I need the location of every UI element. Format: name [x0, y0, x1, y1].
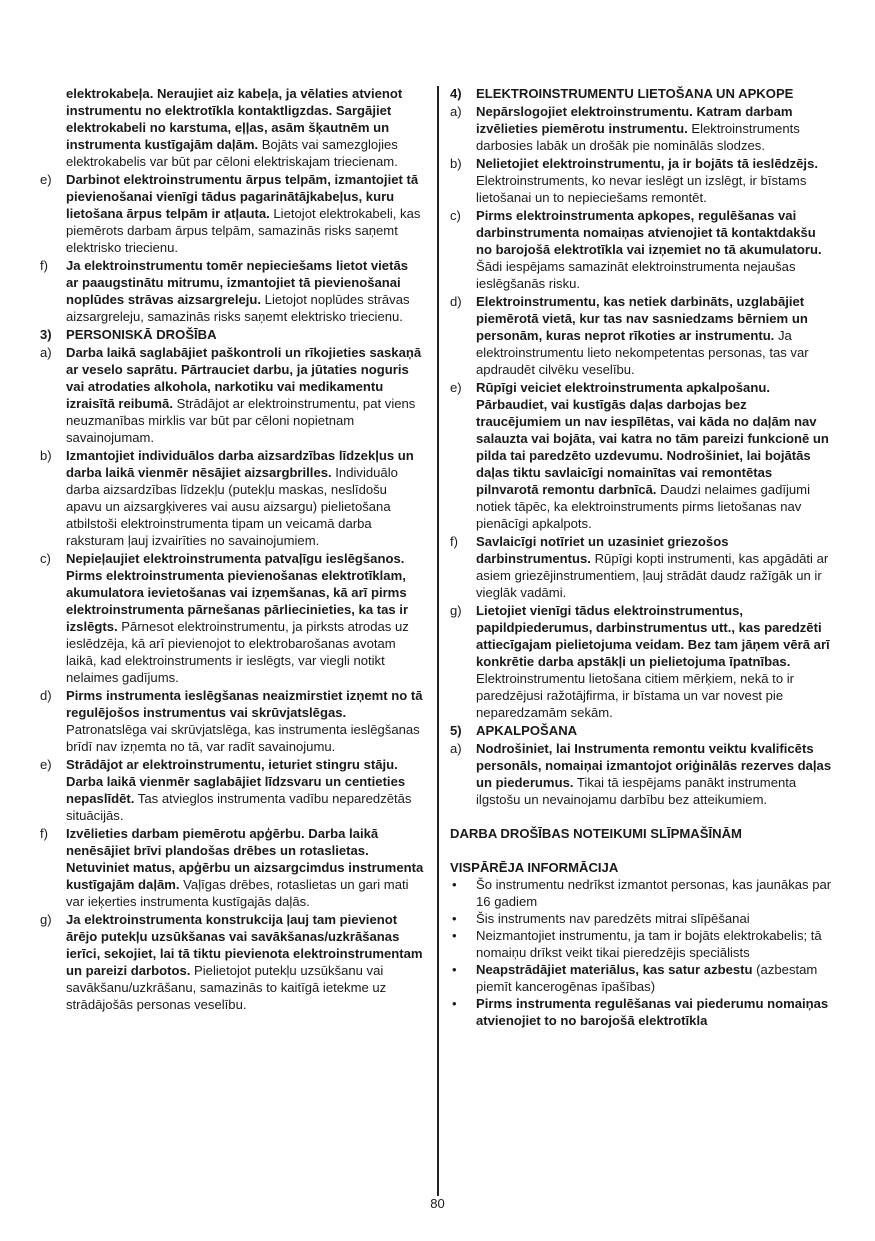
item-text: Elektroinstruments darbosies labāk un drošāk pie nominālās slodzes.: [476, 121, 800, 153]
section-heading-personal-safety: [40, 326, 424, 343]
bullet-item: [450, 876, 835, 910]
item-bold: Lietojiet vienīgi tādus elektroinstrumentus, papildpiederumus, darbinstrumentus utt., kas paredzēti attiecīgajam pielietojuma veidam. Bez tam jāņem vērā arī konkrētie darba apstākļi un pielietojuma īpatnības.: [476, 603, 830, 669]
list-item: [40, 687, 424, 755]
item-text: Strādājot ar elektroinstrumentu, pat viens neuzmanības mirklis var būt par cēloni nopietnam savainojumam.: [66, 396, 416, 445]
list-item: [450, 155, 835, 206]
item-text: Individuālo darba aizsardzības līdzekļu (putekļu maskas, neslīdošu apavu un aizsargķiveres vai ausu aizsargu) pielietošana atbilstoši elektroinstrumenta tipam un veicamā darba raksturam ļauj izvairīties no savainojumiem.: [66, 465, 398, 548]
list-item: [40, 257, 424, 325]
item-letter: c): [450, 208, 461, 223]
item-letter: d): [450, 294, 462, 309]
bullet-item: [450, 995, 835, 1029]
list-item: [40, 344, 424, 446]
left-column: [40, 85, 424, 1014]
list-item: [40, 171, 424, 256]
right-column: [450, 85, 835, 1029]
items-group-b: [40, 344, 424, 1013]
item-letter: a): [450, 741, 462, 756]
column-divider: [437, 86, 439, 1196]
items-group-a: [40, 171, 424, 325]
list-item: [450, 533, 835, 601]
item-bold: Elektroinstrumentu, kas netiek darbināts, uzglabājiet piemērotā vietā, kur tas nav sasniedzams bērniem un personām, kuras neprot rīkoties ar instrumentu.: [476, 294, 808, 343]
item-bold: Izvēlieties darbam piemērotu apģērbu. Darba laikā nenēsājiet brīvi plandošas drēbes un rotaslietas. Netuviniet matus, apģērbu un aizsargcimdus instrumenta kustīgajām daļām.: [66, 826, 424, 892]
bullet-text: Šo instrumentu nedrīkst izmantot personas, kas jaunākas par 16 gadiem: [476, 877, 832, 909]
item-bold: Ja elektroinstrumentu tomēr nepieciešams lietot vietās ar paaugstinātu mitrumu, izmantojiet tā pievienošanai noplūdes strāvas aizsargreleju.: [66, 258, 409, 307]
item-bold: Strādājot ar elektroinstrumentu, ieturiet stingru stāju. Darba laikā vienmēr saglabājiet līdzsvaru un centieties nepaslīdēt.: [66, 757, 406, 806]
section-number: 3): [40, 327, 52, 342]
item-text: Elektroinstruments, ko nevar ieslēgt un izslēgt, ir bīstams lietošanai un to nepieciešams remontēt.: [476, 173, 807, 205]
item-bold: Nelietojiet elektroinstrumentu, ja ir bojāts tā ieslēdzējs.: [476, 156, 818, 171]
bullet-text: (azbestam piemīt kancerogēnas īpašības): [476, 962, 818, 994]
bullet-item: [450, 961, 835, 995]
item-bold: Izmantojiet individuālos darba aizsardzības līdzekļus un darba laikā vienmēr nēsājiet aizsargbrilles.: [66, 448, 414, 480]
continued-paragraph: [66, 85, 424, 170]
bullet-bold: Neapstrādājiet materiālus, kas satur azbestu: [476, 962, 753, 977]
item-bold: Nepieļaujiet elektroinstrumenta patvaļīgu ieslēgšanos. Pirms elektroinstrumenta pievienošanas elektrotīklam, akumulatora ievietošanas vai izņemšanas, kā arī pirms elektroinstrumenta pārnešanas pārliecinieties, ka tas ir izslēgts.: [66, 551, 409, 634]
item-letter: e): [40, 757, 52, 772]
continued-bold: elektrokabeļa. Neraujiet aiz kabeļa, ja vēlaties atvienot instrumentu no elektrotīkla kontaktligzdas. Sargājiet elektrokabeli no karstuma, eļļas, asām šķautnēm un instrumenta kustīgajām daļām.: [66, 86, 403, 152]
items-group-c: [450, 103, 835, 721]
item-text: Ja elektroinstrumentu lieto nekompetentas personas, tas var apdraudēt cilvēku veselību.: [476, 328, 809, 377]
list-item: [40, 756, 424, 824]
item-bold: Nepārslogojiet elektroinstrumentu. Katram darbam izvēlieties piemērotu instrumentu.: [476, 104, 793, 136]
item-text: Daudzi nelaimes gadījumi notiek tāpēc, ka elektroinstruments pirms lietošanas nav pienācīgi apkalpots.: [476, 482, 811, 531]
item-letter: f): [450, 534, 458, 549]
list-item: [40, 911, 424, 1013]
section-title: APKALPOŠANA: [476, 723, 578, 738]
item-letter: a): [450, 104, 462, 119]
bullet-item: [450, 910, 835, 927]
list-item: [450, 602, 835, 721]
item-text: Patronatslēga vai skrūvjatslēga, kas instrumenta ieslēgšanas brīdī nav izņemta no tā, var radīt savainojumu.: [66, 722, 420, 754]
heading-safety-rules: DARBA DROŠĪBAS NOTEIKUMI SLĪPMAŠĪNĀM: [450, 826, 742, 841]
item-bold: Nodrošiniet, lai Instrumenta remontu veiktu kvalificēts personāls, nomaiņai izmantojot oriģinālās rezerves daļas un piederumus.: [476, 741, 832, 790]
bullet-list: [450, 876, 835, 1029]
section-number: 4): [450, 86, 462, 101]
list-item: [450, 207, 835, 292]
item-text: Pārnesot elektroinstrumentu, ja pirksts atrodas uz ieslēdzēja, kā arī pievienojot to elektrobarošanas avotam laikā, kad elektroinstruments ir ieslēgts, var viegli notikt nelaimes gadījums.: [66, 619, 409, 685]
item-letter: b): [40, 448, 52, 463]
item-letter: e): [450, 380, 462, 395]
item-letter: f): [40, 826, 48, 841]
bullet-text: Šis instruments nav paredzēts mitrai slīpēšanai: [476, 911, 750, 926]
list-item: [450, 103, 835, 154]
item-letter: b): [450, 156, 462, 171]
item-letter: f): [40, 258, 48, 273]
bullet-mark: •: [452, 911, 457, 926]
item-letter: g): [450, 603, 462, 618]
item-bold: Pirms instrumenta ieslēgšanas neaizmirstiet izņemt no tā regulējošos instrumentus vai skrūvjatslēgas.: [66, 688, 423, 720]
item-letter: d): [40, 688, 52, 703]
section-number: 5): [450, 723, 462, 738]
item-text: Tikai tā iespējams panākt instrumenta ilgstošu un nevainojamu darbību bez atteikumiem.: [476, 775, 797, 807]
item-bold: Pirms elektroinstrumenta apkopes, regulēšanas vai darbinstrumenta nomaiņas atvienojiet tā kontaktdakšu no barojošā elektrotīkla vai izņemiet no tā akumulatoru.: [476, 208, 822, 257]
bullet-bold: Pirms instrumenta regulēšanas vai piederumu nomaiņas atvienojiet to no barojošā elektrotīkla: [476, 996, 829, 1028]
continued-text: Bojāts vai samezglojies elektrokabelis var būt par cēloni elektriskajam triecienam.: [66, 137, 398, 169]
item-bold: Darba laikā saglabājiet paškontroli un rīkojieties saskaņā ar veselo saprātu. Pārtrauciet darbu, ja jūtaties noguris vai atrodaties alkohola, narkotiku vai medikamentu izraisītā reibumā.: [66, 345, 422, 411]
item-bold: Darbinot elektroinstrumentu ārpus telpām, izmantojiet tā pievienošanai vienīgi tādus pagarinātājkabeļus, kuru lietošana ārpus telpām ir atļauta.: [66, 172, 419, 221]
item-text: Vaļīgas drēbes, rotaslietas un gari mati var ieķerties instrumenta kustīgajās daļās.: [66, 877, 409, 909]
list-item: [450, 293, 835, 378]
item-text: Elektroinstrumentu lietošana citiem mērķiem, nekā to ir paredzējusi ražotājfirma, ir bīstama un var novest pie neparedzamām sekām.: [476, 671, 795, 720]
bullet-mark: •: [452, 877, 457, 892]
section-title: ELEKTROINSTRUMENTU LIETOŠANA UN APKOPE: [476, 86, 794, 101]
bullet-mark: •: [452, 928, 457, 943]
list-item: [40, 447, 424, 549]
bullet-item: [450, 927, 835, 961]
item-letter: g): [40, 912, 52, 927]
heading-general-info: VISPĀRĒJA INFORMĀCIJA: [450, 860, 619, 875]
item-bold: Rūpīgi veiciet elektroinstrumenta apkalpošanu. Pārbaudiet, vai kustīgās daļas darbojas bez traucējumiem un nav iespīlētas, vai kāda no daļām nav salauzta vai bojāta, vai katra no tām pareizi funkcionē un pilda tai paredzēto uzdevumu. Nodrošiniet, lai bojātās daļas tiktu savlaicīgi nomainītas vai remontētas pilnvarotā remontu darbnīcā.: [476, 380, 829, 497]
bullet-text: Neizmantojiet instrumentu, ja tam ir bojāts elektrokabelis; tā nomaiņu drīkst veikt tikai pieredzējis speciālists: [476, 928, 822, 960]
list-item: [450, 740, 835, 808]
bullet-mark: •: [452, 962, 457, 977]
items-group-d: [450, 740, 835, 808]
item-text: Pielietojot putekļu uzsūkšanu vai savākšanu/uzkrāšanu, samazinās to kaitīgā ietekme uz strādājošās personas veselību.: [66, 963, 387, 1012]
item-letter: a): [40, 345, 52, 360]
section-title: PERSONISKĀ DROŠĪBA: [66, 327, 217, 342]
item-text: Rūpīgi kopti instrumenti, kas apgādāti ar asiem griezējinstrumentiem, ļauj strādāt daudz ražīgāk un ir vieglāk vadāmi.: [476, 551, 829, 600]
list-item: [450, 379, 835, 532]
item-bold: Savlaicīgi notīriet un uzasiniet griezošos darbinstrumentus.: [476, 534, 729, 566]
page-number: 80: [430, 1196, 445, 1211]
list-item: [40, 825, 424, 910]
item-text: Lietojot noplūdes strāvas aizsargreleju, samazinās risks saņemt elektrisko triecienu.: [66, 292, 410, 324]
item-text: Šādi iespējams samazināt elektroinstrumenta nejaušas ieslēgšanās risku.: [476, 259, 796, 291]
item-letter: c): [40, 551, 51, 566]
bullet-mark: •: [452, 996, 457, 1011]
item-letter: e): [40, 172, 52, 187]
section-heading-servicing: [450, 722, 835, 739]
list-item: [40, 550, 424, 686]
section-heading-tool-use: [450, 85, 835, 102]
item-text: Tas atvieglos instrumenta vadību neparedzētās situācijās.: [66, 791, 412, 823]
item-text: Lietojot elektrokabeli, kas piemērots darbam ārpus telpām, samazinās risks saņemt elektrisko triecienu.: [66, 206, 421, 255]
item-bold: Ja elektroinstrumenta konstrukcija ļauj tam pievienot ārējo putekļu uzsūkšanas vai savākšanas/uzkrāšanas ierīci, sekojiet, lai tā tiktu pievienota elektroinstrumentam un pareizi darbotos.: [66, 912, 423, 978]
